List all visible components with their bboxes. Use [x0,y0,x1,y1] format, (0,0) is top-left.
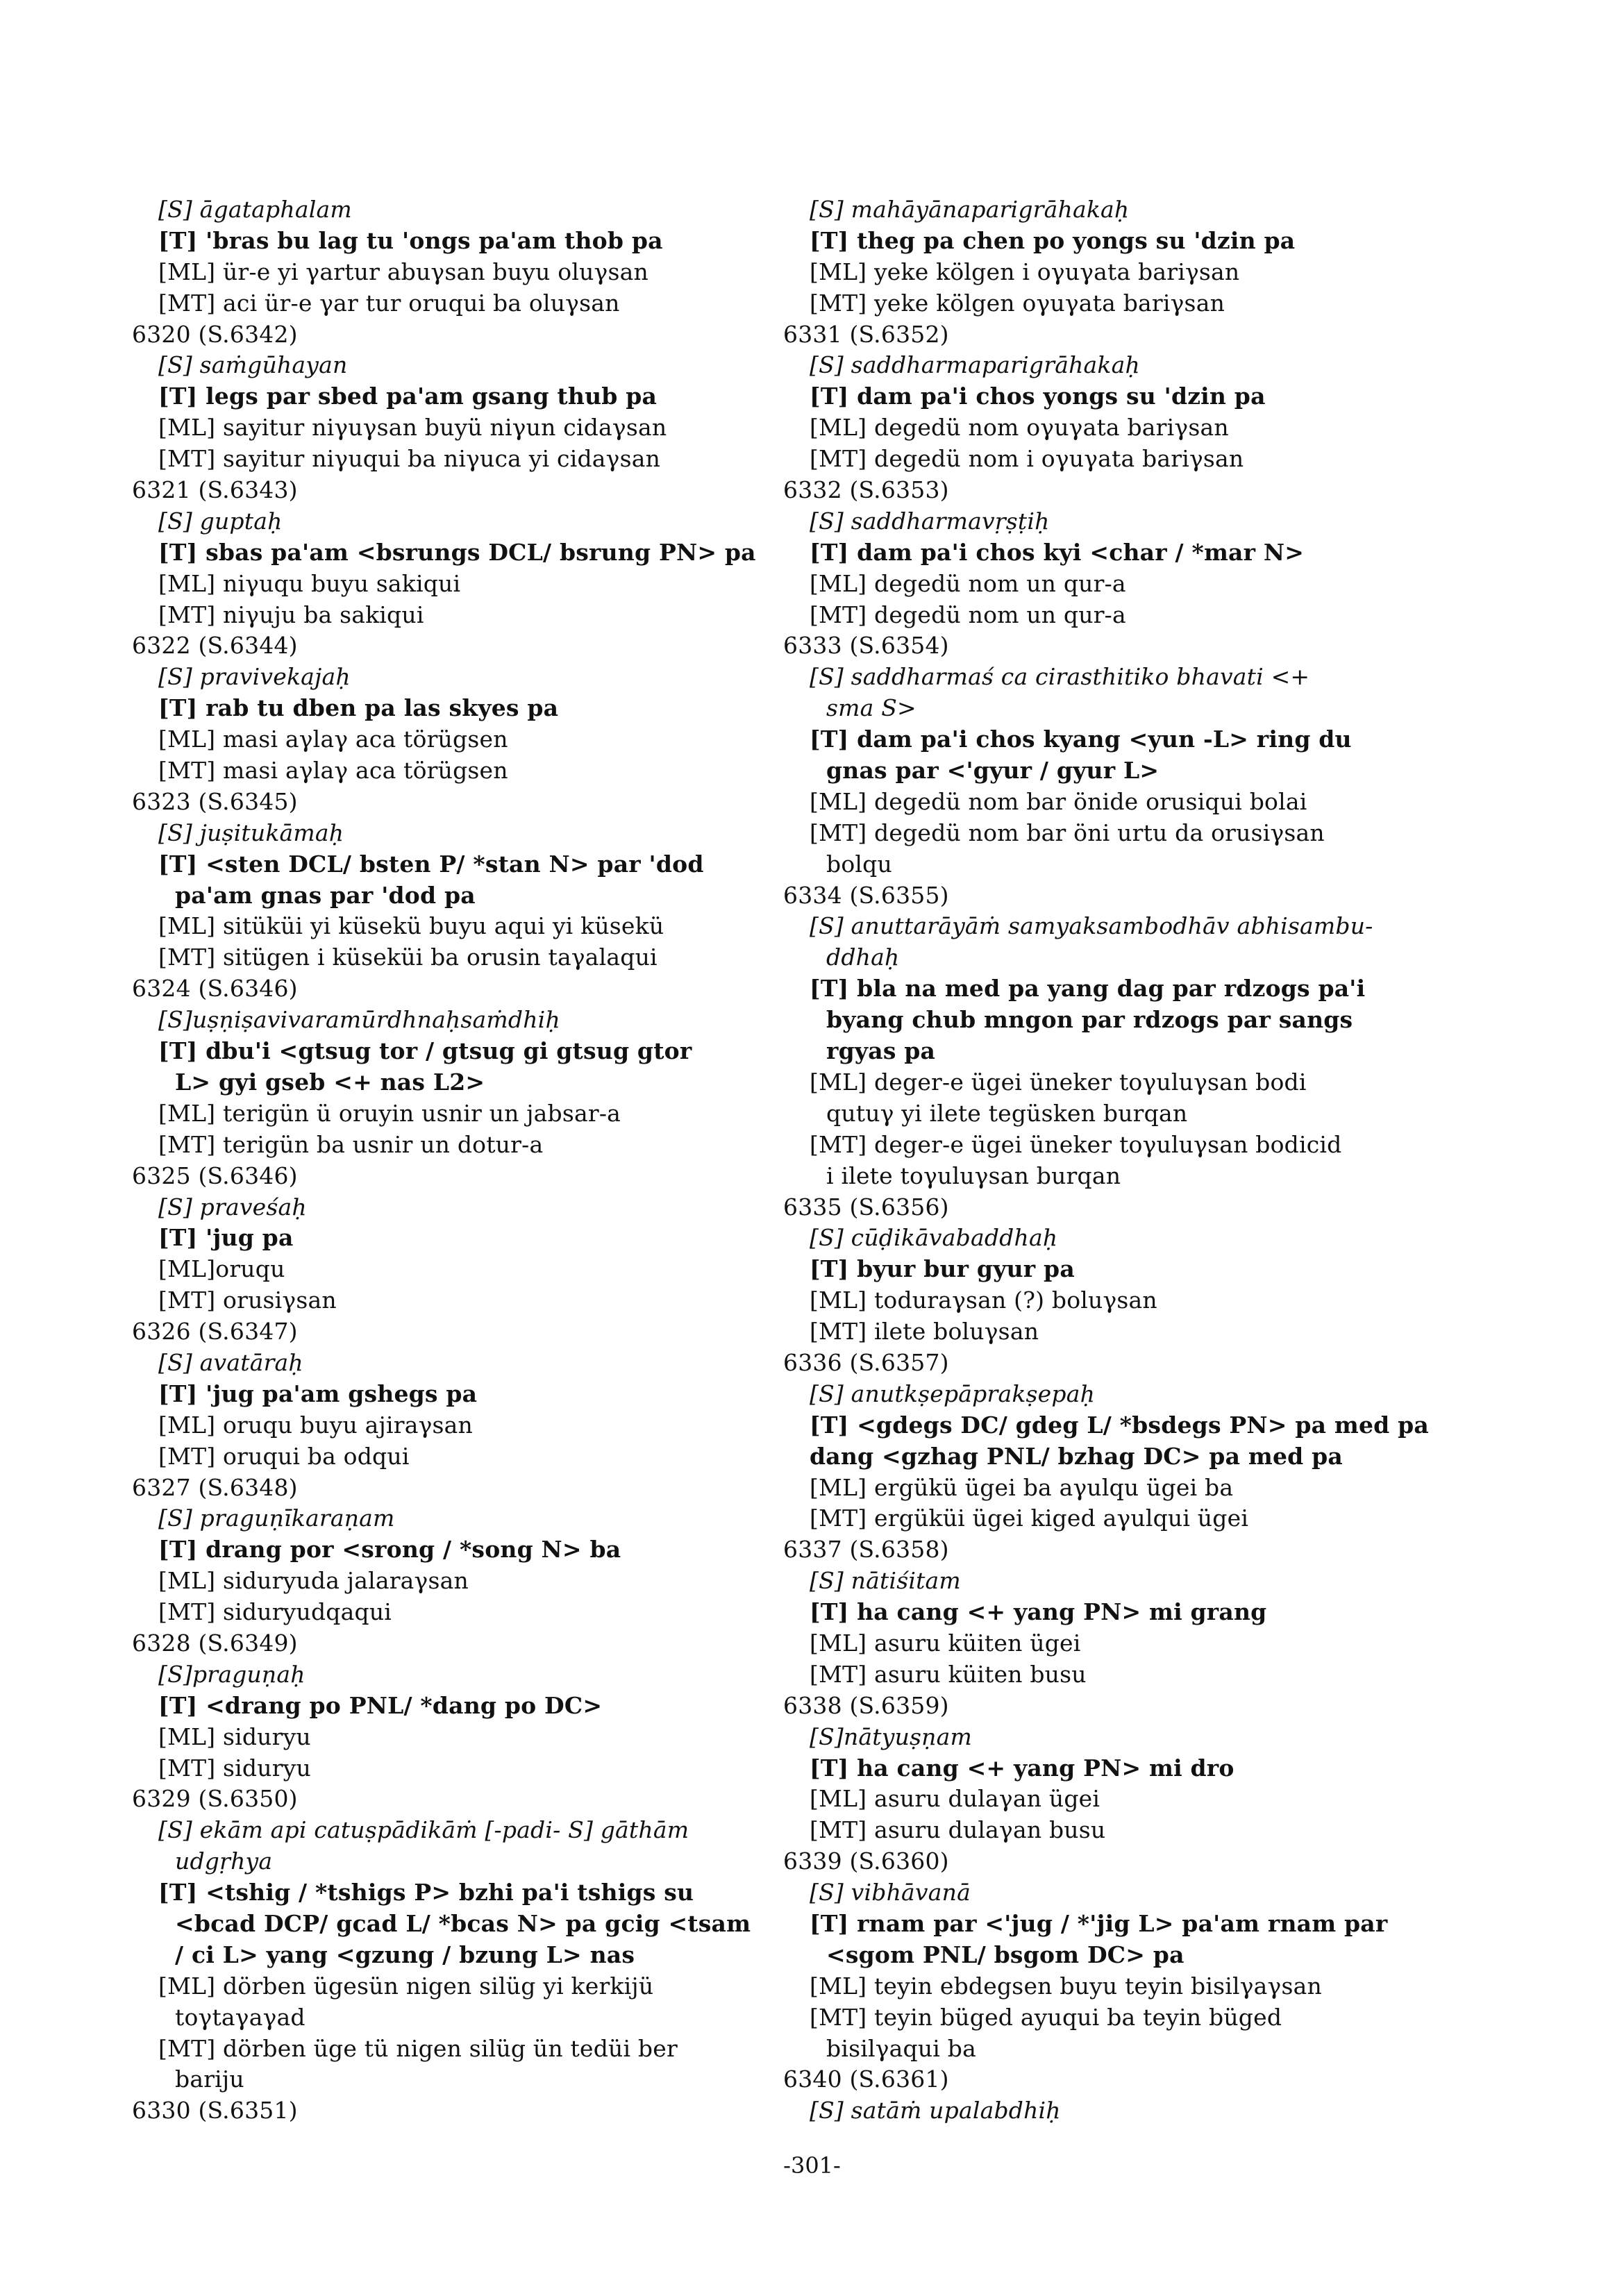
entry-line: [ML] ür-e yi γartur abuγsan buyu oluγsan [158,258,648,285]
entry-line: [MT] asuru dulaγan busu [810,1816,1106,1844]
entry-number: 6325 (S.6346) [132,1162,298,1189]
entry-line: [ML] degedü nom bar önide orusiqui bolai [810,787,1307,815]
entry-line: [S] saddharmaś ca cirasthitiko bhavati <+ [810,663,1310,691]
entry-line: [MT] sayitur niγuqui ba niγuca yi cidaγsan [158,445,661,473]
entry-number: 6335 (S.6356) [783,1193,949,1221]
entry-line: [MT] masi aγlaγ aca törügsen [158,757,508,785]
entry-line: [T] 'jug pa'am gshegs pa [158,1380,478,1407]
entry-line: [ML] asuru küiten ügei [810,1629,1081,1657]
entry-line: [ML] toduraγsan (?) boluγsan [810,1287,1157,1314]
entry-line: bisilγaqui ba [826,2034,976,2062]
entry-line: [ML] siduryu [158,1723,311,1750]
entry-line: [T] bla na med pa yang dag par rdzogs pa'i [810,975,1366,1003]
entry-line: [T] <drang po PNL/ *dang po DC> [158,1691,603,1719]
entry-line: [ML] oruqu buyu ajiraγsan [158,1411,473,1439]
entry-line: [MT] orusiγsan [158,1287,337,1314]
entry-line: [T] <sten DCL/ bsten P/ *stan N> par 'dod [158,850,704,878]
entry-line: [S]nātyuṣṇam [810,1723,972,1750]
entry-number: 6333 (S.6354) [783,632,949,660]
entry-line: [T] legs par sbed pa'am gsang thub pa [158,383,658,410]
entry-line: [T] 'jug pa [158,1224,294,1252]
right-column [783,194,1430,2127]
entry-line: [ML] siduryuda jalaraγsan [158,1567,469,1595]
entry-line: [T] dam pa'i chos kyang <yun -L> ring du [810,726,1352,753]
entry-line: [T] ha cang <+ yang PN> mi grang [810,1598,1267,1626]
entry-line: [S] guptaḥ [158,507,283,535]
entry-line: <bcad DCP/ gcad L/ *bcas N> pa gcig <tsam [175,1909,751,1937]
entry-number: 6338 (S.6359) [783,1691,949,1719]
entry-line: [MT] siduryu [158,1754,311,1782]
entry-number: 6330 (S.6351) [132,2097,298,2125]
entry-line: [T] <gdegs DC/ gdeg L/ *bsdegs PN> pa med pa [810,1411,1430,1439]
entry-line: [S] āgataphalam [158,196,352,223]
entry-number: 6334 (S.6355) [783,881,949,909]
entry-line: [T] rab tu dben pa las skyes pa [158,694,559,722]
entry-number: 6336 (S.6357) [783,1348,949,1376]
entry-line: [ML] degedü nom oγuγata bariγsan [810,414,1229,442]
entry-number: 6340 (S.6361) [783,2065,949,2093]
entry-line: gnas par <'gyur / gyur L> [826,757,1160,785]
entry-line: [S] anutkṣepāprakṣepaḥ [810,1380,1096,1407]
entry-line: [ML] sitüküi yi küsekü buyu aqui yi küsekü [158,912,664,940]
entry-line: [S] saṁgūhayan [158,351,348,379]
entry-line: qutuγ yi ilete tegüsken burqan [826,1099,1188,1127]
entry-line: / ci L> yang <gzung / bzung L> nas [175,1941,635,1968]
entry-line: [MT] ergüküi ügei kiged aγulqui ügei [810,1505,1249,1532]
entry-number: 6323 (S.6345) [132,787,298,815]
entry-line: [MT] degedü nom un qur-a [810,601,1126,628]
entry-line: bariju [175,2065,244,2093]
entry-number: 6339 (S.6360) [783,1847,949,1875]
entry-line: [ML] masi aγlaγ aca törügsen [158,726,508,753]
entry-line: [S] vibhāvanā [810,1879,971,1907]
entry-line: [ML] ergükü ügei ba aγulqu ügei ba [810,1473,1234,1501]
entry-number: 6331 (S.6352) [783,320,949,348]
entry-line: [MT] niγuju ba sakiqui [158,601,424,628]
entry-line: [MT] teyin büged ayuqui ba teyin büged [810,2003,1282,2031]
entry-line: [ML] niγuqu buyu sakiqui [158,569,461,597]
entry-line: [S] nātiśitam [810,1567,961,1595]
entry-line: udgṛhya [175,1847,273,1875]
entry-number: 6327 (S.6348) [132,1473,298,1501]
entry-line: L> gyi gseb <+ nas L2> [175,1068,485,1096]
entry-line: [S] pravivekajaḥ [158,663,351,691]
left-column [132,194,771,2127]
entry-line: [T] 'bras bu lag tu 'ongs pa'am thob pa [158,226,663,254]
entry-line: ddhaḥ [826,944,900,971]
entry-line: byang chub mngon par rdzogs par sangs [826,1006,1353,1034]
entry-line: [T] theg pa chen po yongs su 'dzin pa [810,226,1296,254]
entry-line: [T] <tshig / *tshigs P> bzhi pa'i tshigs su [158,1879,694,1907]
entry-line: toγtaγaγad [175,2003,305,2031]
entry-line: [T] ha cang <+ yang PN> mi dro [810,1754,1234,1782]
entry-line: [ML] dörben ügesün nigen silüg yi kerkijü [158,1972,654,2000]
entry-number: 6322 (S.6344) [132,632,298,660]
entry-line: [S] praguṇīkaraṇam [158,1505,395,1532]
entry-line: [T] byur bur gyur pa [810,1255,1075,1283]
entry-number: 6320 (S.6342) [132,320,298,348]
entry-line: [S] satāṁ upalabdhiḥ [810,2097,1061,2125]
entry-line: [ML] asuru dulaγan ügei [810,1785,1100,1813]
entry-line: [ML] sayitur niγuγsan buyü niγun cidaγsan [158,414,667,442]
entry-line: [S] avatāraḥ [158,1348,303,1376]
entry-line: [T] drang por <srong / *song N> ba [158,1536,621,1564]
entry-line: [MT] yeke kölgen oγuγata bariγsan [810,289,1225,317]
entry-line: sma S> [826,694,916,722]
entry-number: 6329 (S.6350) [132,1785,298,1813]
entry-line: pa'am gnas par 'dod pa [175,881,476,909]
entry-line: dang <gzhag PNL/ bzhag DC> pa med pa [810,1442,1343,1470]
entry-line: [T] rnam par <'jug / *'jig L> pa'am rnam par [810,1909,1388,1937]
entry-line: [MT] dörben üge tü nigen silüg ün tedüi ber [158,2034,678,2062]
entry-line: [MT] ilete boluγsan [810,1318,1039,1346]
entry-line: [S] anuttarāyāṁ samyaksambodhāv abhisambu- [810,912,1373,940]
entry-line: [MT] oruqui ba odqui [158,1442,410,1470]
entry-number: 6332 (S.6353) [783,476,949,504]
entry-number: 6337 (S.6358) [783,1536,949,1564]
entry-line: [S] juṣitukāmaḥ [158,819,344,846]
entry-line: [T] dam pa'i chos kyi <char / *mar N> [810,538,1305,566]
page-number: -301- [783,2152,841,2179]
entry-line: [S]uṣṇiṣavivaramūrdhnaḥsaṁdhiḥ [158,1006,560,1034]
entry-line: [ML] yeke kölgen i oγuγata bariγsan [810,258,1240,285]
entry-line: [T] dam pa'i chos yongs su 'dzin pa [810,383,1266,410]
entry-line: i ilete toγuluγsan burqan [826,1162,1121,1189]
entry-line: [MT] terigün ba usnir un dotur-a [158,1130,544,1158]
entry-line: [MT] degedü nom i oγuγata bariγsan [810,445,1244,473]
entry-line: [T] dbu'i <gtsug tor / gtsug gi gtsug gtor [158,1037,692,1065]
entry-line: [MT] aci ür-e γar tur oruqui ba oluγsan [158,289,620,317]
entry-line: [MT] deger-e ügei üneker toγuluγsan bodicid [810,1130,1342,1158]
entry-line: [S] mahāyānaparigrāhakaḥ [810,196,1130,223]
entry-line: [ML] degedü nom un qur-a [810,569,1126,597]
entry-line: bolqu [826,850,892,878]
entry-line: [ML] terigün ü oruyin usnir un jabsar-a [158,1099,621,1127]
entry-line: [ML] deger-e ügei üneker toγuluγsan bodi [810,1068,1307,1096]
entry-line: <sgom PNL/ bsgom DC> pa [826,1941,1184,1968]
entry-line: [MT] sitügen i küseküi ba orusin taγalaqui [158,944,658,971]
entry-line: [S] saddharmavṛṣṭiḥ [810,507,1050,535]
entry-line: [S] saddharmaparigrāhakaḥ [810,351,1140,379]
entry-line: [ML]oruqu [158,1255,285,1283]
entry-number: 6321 (S.6343) [132,476,298,504]
entry-line: [S]praguṇaḥ [158,1660,305,1688]
entry-number: 6324 (S.6346) [132,975,298,1003]
entry-line: [MT] siduryudqaqui [158,1598,392,1626]
entry-line: [S] ekām api catuṣpādikāṁ [-padi- S] gāthām [158,1816,689,1844]
entry-line: [S] praveśaḥ [158,1193,307,1221]
entry-number: 6328 (S.6349) [132,1629,298,1657]
entry-line: [MT] degedü nom bar öni urtu da orusiγsan [810,819,1325,846]
entry-line: [ML] teyin ebdegsen buyu teyin bisilγaγsan [810,1972,1322,2000]
entry-number: 6326 (S.6347) [132,1318,298,1346]
entry-line: [S] cūḍikāvabaddhaḥ [810,1224,1058,1252]
entry-line: [T] sbas pa'am <bsrungs DCL/ bsrung PN> pa [158,538,756,566]
entry-line: [MT] asuru küiten busu [810,1660,1087,1688]
entry-line: rgyas pa [826,1037,936,1065]
